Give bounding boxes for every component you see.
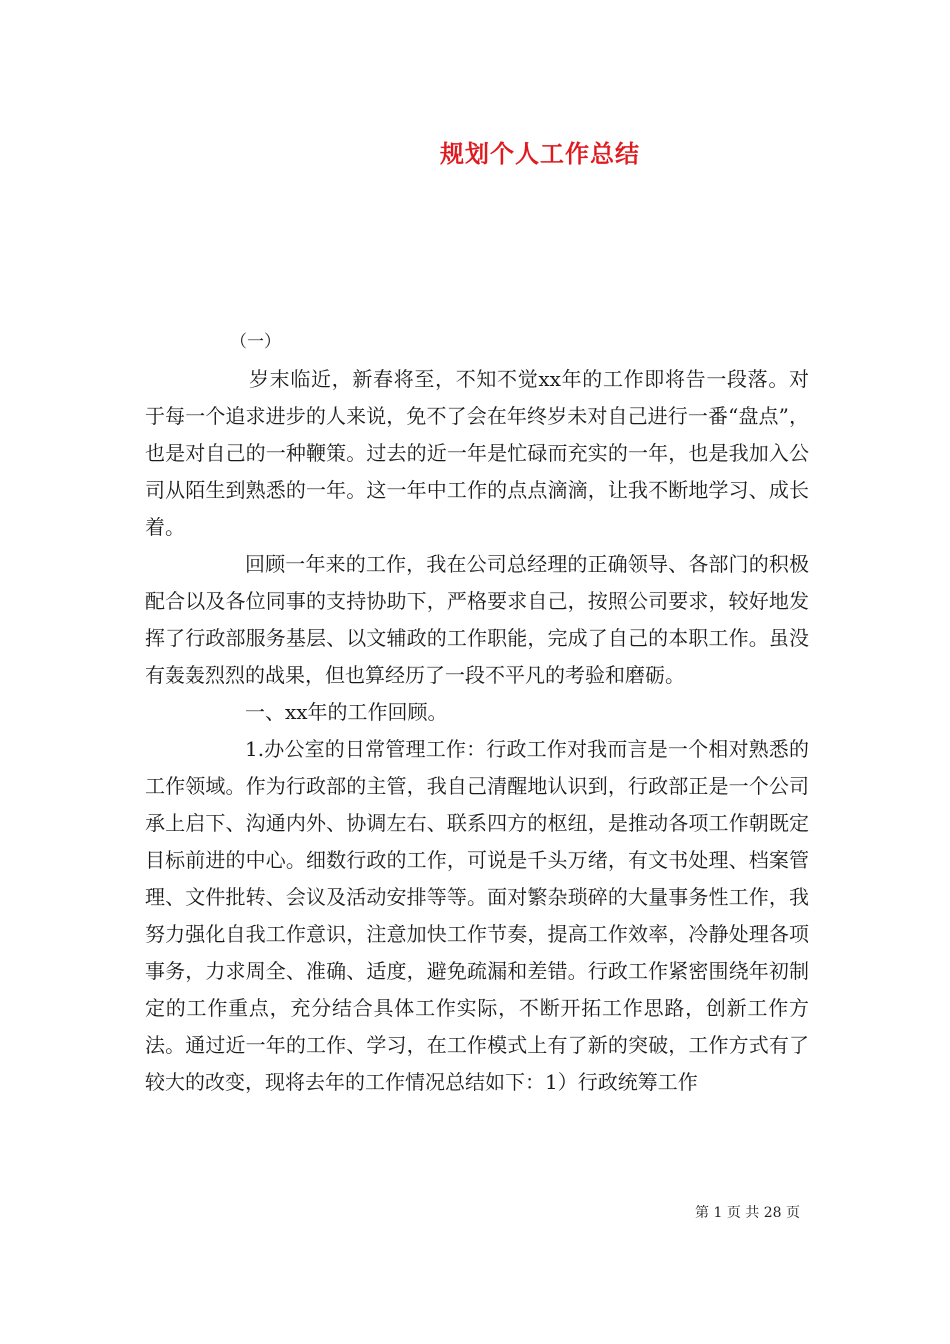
paragraph: 岁末临近，新春将至，不知不觉xx年的工作即将告一段落。对于每一个追求进步的人来说，免不了会在年终岁未对自己进行一番“盘点”，也是对自己的一种鞭策。过去的近一年是忙碌而充实的一年，也是我加入公司从陌生到熟悉的一年。这一年中工作的点点滴滴，让我不断地学习、成长着。 xyxy=(145,367,809,539)
paragraph: 回顾一年来的工作，我在公司总经理的正确领导、各部门的积极配合以及各位同事的支持协助下，严格要求自己，按照公司要求，较好地发挥了行政部服务基层、以文辅政的工作职能，完成了自己的本职工作。虽没有轰轰烈烈的战果，但也算经历了一段不平凡的考验和磨砺。 xyxy=(145,552,809,687)
section-marker: （一） xyxy=(230,332,281,352)
paragraph: 1.办公室的日常管理工作：行政工作对我而言是一个相对熟悉的工作领域。作为行政部的主管，我自己清醒地认识到，行政部正是一个公司承上启下、沟通内外、协调左右、联系四方的枢纽，是推动各项工作朝既定目标前进的中心。细数行政的工作，可说是千头万绪，有文书处理、档案管理、文件批转、会议及活动安排等等。面对繁杂琐碎的大量事务性工作，我努力强化自我工作意识，注意加快工作节奏，提高工作效率，冷静处理各项事务，力求周全、准确、适度，避免疏漏和差错。行政工作紧密围绕年初制定的工作重点，充分结合具体工作实际，不断开拓工作思路，创新工作方法。通过近一年的工作、学习，在工作模式上有了新的突破，工作方式有了较大的改变，现将去年的工作情况总结如下：1）行政统筹工作 xyxy=(145,737,809,1094)
section-heading: 一、xx年的工作回顾。 xyxy=(245,700,448,724)
document-body xyxy=(145,324,809,1101)
document-title: 规划个人工作总结 xyxy=(440,139,640,168)
page-footer: 第 1 页 共 28 页 xyxy=(695,1205,800,1221)
